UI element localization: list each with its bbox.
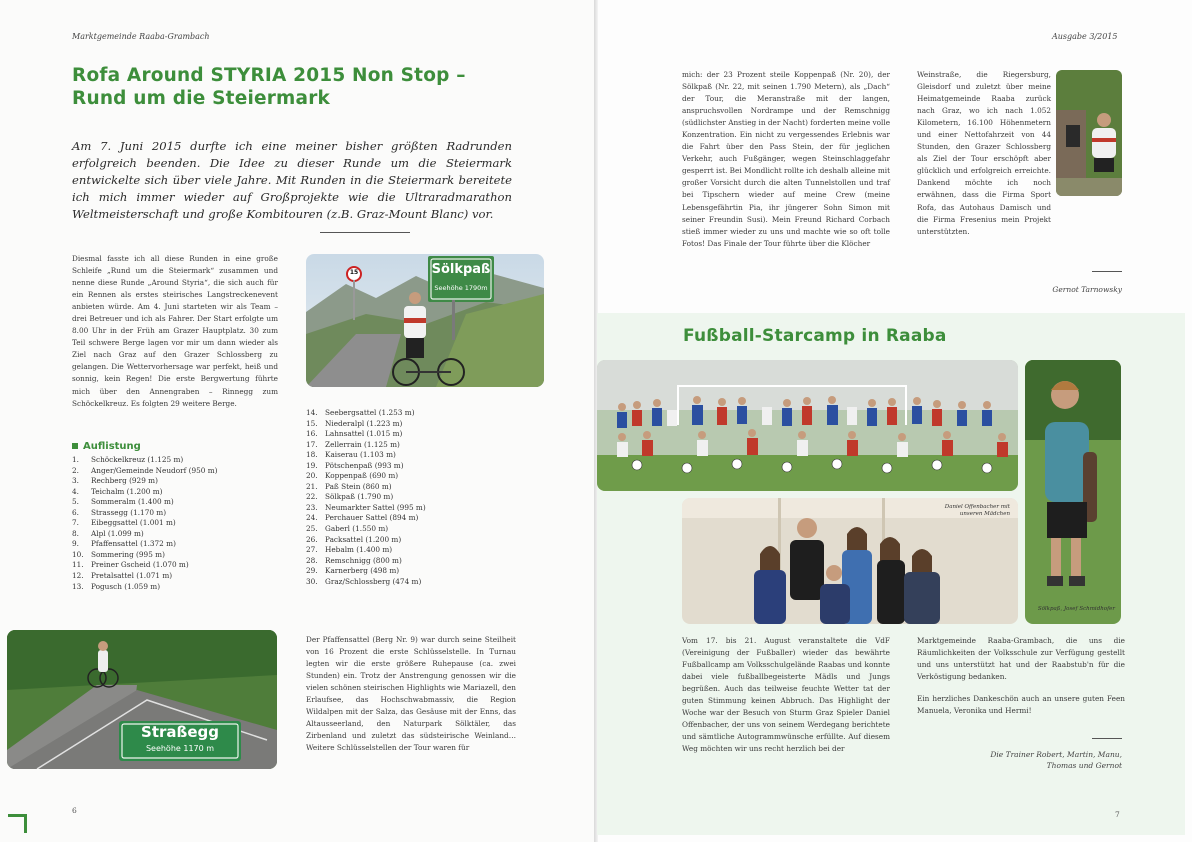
mountain-list-number: 19. (306, 460, 318, 470)
mountain-list-number: 27. (306, 545, 318, 555)
mountain-list-number: 8. (72, 528, 79, 538)
mountain-list-number: 7. (72, 518, 79, 528)
mountain-list-number: 30. (306, 576, 318, 586)
mountain-list-name: Gaberl (1.550 m) (325, 524, 389, 534)
mountain-list-item (306, 408, 426, 419)
mountain-list-number: 14. (306, 408, 318, 417)
mountain-list-item (72, 571, 217, 582)
mountain-list-name: Niederalpl (1.223 m) (325, 418, 403, 428)
mountain-list-number: 6. (72, 507, 79, 517)
mountain-list-number: 13. (72, 581, 84, 591)
mountain-list-name: Teichalm (1.200 m) (91, 486, 163, 496)
photo-football-group-graphic (597, 360, 1018, 491)
list-heading-square-icon (72, 443, 78, 449)
mountain-list-item (72, 529, 217, 540)
photo-cyclist-portrait-graphic (1056, 70, 1122, 196)
mountain-list-item (306, 419, 426, 430)
mountain-list-item (306, 440, 426, 451)
mountain-list-number: 9. (72, 539, 79, 549)
mountain-list-col-2 (306, 408, 426, 587)
article-title (72, 64, 542, 110)
photo-cyclist-portrait (1056, 70, 1122, 196)
mountain-list-name: Sommering (995 m) (91, 549, 165, 559)
article-continued-col-1: mich: der 23 Prozent steile Koppenpaß (Nr. 20), der Sölkpaß (Nr. 22, mit seinen 1.790 Metern), als „Dach“ der Tour, die Meranstraße mit der langen, anspruchsvollen Nordrampe und der Remschnigg (südlichster Anstieg in der Nacht) forderten meine volle Konzentration. Ein nicht zu vergessendes Erlebnis war die Fahrt über den Pass Stein, der für jeglichen Verkehr, auch Fußgänger, wegen Steinschlaggefahr gesperrt ist. Bei Mondlicht rollte ich deshalb alleine mit großer Vorsicht durch die alten Tunnelstollen und traf bei Tipschern wieder auf meine Crew (meine Lebensgefährtin Pia, ihr jüngerer Sohn Simon mit seiner Freundin Susi). Mein Freund Richard Corbach stieß immer wieder zu uns und machte wie so oft tolle Fotos! Das Finale der Tour führte über die Klöcher (682, 70, 891, 248)
intro-divider (320, 232, 410, 233)
section-title-football: Fußball-Starcamp in Raaba (683, 326, 947, 346)
mountain-list-name: Schöckelkreuz (1.125 m) (91, 455, 184, 464)
photo-caption-middle-line-2: unseren Mädchen (959, 511, 1010, 517)
mountain-list-item (306, 450, 426, 461)
mountain-list-name: Paß Stein (860 m) (325, 481, 392, 491)
mountain-list-item (306, 513, 426, 524)
mountain-list-name: Zellerrain (1.125 m) (325, 439, 400, 449)
photo-sign-soelkpass-title: Sölkpaß (431, 262, 491, 277)
mountain-list-col-1 (72, 455, 217, 592)
mountain-list-name: Pfaffensattel (1.372 m) (91, 539, 176, 549)
article-intro: Am 7. Juni 2015 durfte ich eine meiner bisher größten Radrunden erfolgreich beenden. Die Idee zu dieser Runde um die Steiermark entwickelte sich über viele Jahre. Mit Runden in die Steiermark bereitete ich mich immer wieder auf Großprojekte wie die Ultraradmarathon Weltmeisterschaft und große Kombitouren (z.B. Graz-Mount Blanc) vor. (72, 139, 512, 221)
football-article-col-2 (917, 635, 1125, 717)
mountain-list-name: Remschnigg (800 m) (325, 555, 402, 565)
mountain-list-name: Sölkpaß (1.790 m) (325, 492, 394, 502)
mountain-list-number: 21. (306, 481, 318, 491)
left-page-number: 6 (72, 806, 77, 815)
photo-boy (1025, 360, 1121, 624)
photo-caption-middle-line-1: Daniel Offenbacher mit (944, 504, 1010, 510)
article-title-line-2: Rund um die Steiermark (72, 88, 331, 109)
left-page-header: Marktgemeinde Raaba-Grambach (72, 32, 210, 41)
mountain-list-item (306, 482, 426, 493)
mountain-list-item (306, 492, 426, 503)
author-divider (1092, 271, 1122, 272)
article-body-col-2: Der Pfaffensattel (Berg Nr. 9) war durch seine Steilheit von 16 Prozent die erste Schlüsselstelle. In Turnau legten wir die erste größere Ruhepause (ca. zwei Stunden) ein. Trotz der Anstrengung genossen wir die vielen schönen steirischen Highlights wie Mariazell, den Erlaufsee, das Hochschwabmassiv, die Region Wildalpen mit der Salza, das Gesäuse mit der Enns, das Altausseerland, den Naturpark Sölktäler, das Zirbenland und zuletzt das südsteirische Weinland… Weitere Schlüsselstellen der Tour waren für (306, 635, 516, 753)
mountain-list-number: 23. (306, 502, 318, 512)
mountain-list-number: 24. (306, 513, 318, 523)
mountain-list-name: Neumarkter Sattel (995 m) (325, 502, 426, 512)
mountain-list-name: Koppenpaß (690 m) (325, 471, 399, 481)
mountain-list-number: 20. (306, 471, 318, 481)
mountain-list-number: 25. (306, 524, 318, 534)
mountain-list-item (306, 461, 426, 472)
mountain-list-number: 28. (306, 555, 318, 565)
photo-strassegg (7, 630, 277, 769)
photo-football-group (597, 360, 1018, 491)
mountain-list-item (72, 466, 217, 477)
football-signature-line-2: Thomas und Gernot (1046, 761, 1122, 770)
photo-caption-right: Sölkpaß, Josef Schmidhofer (1037, 606, 1115, 612)
mountain-list-name: Kaiserau (1.103 m) (325, 450, 396, 460)
photo-soelkpass (306, 254, 544, 387)
list-heading-text: Auflistung (83, 441, 141, 452)
mountain-list-item (72, 508, 217, 519)
mountain-list-item (306, 545, 426, 556)
photo-boy-graphic (1025, 360, 1121, 624)
mountain-list-number: 22. (306, 492, 318, 502)
mountain-list-name: Packsattel (1.200 m) (325, 534, 402, 544)
football-article-col-2-para-1: Marktgemeinde Raaba-Grambach, die uns die Räumlichkeiten der Volksschule zur Verfügung gestellt und uns unterstützt hat und der Raabstub'n für die Verköstigung bedanken. (917, 636, 1125, 682)
photo-sign-strassegg-sub: Seehöhe 1170 m (145, 744, 215, 753)
right-page-number: 7 (1115, 810, 1120, 819)
mountain-list-name: Sommeralm (1.400 m) (91, 497, 174, 507)
mountain-list-item (306, 471, 426, 482)
photo-player-with-girls (682, 498, 1018, 624)
mountain-list-name: Seebergsattel (1.253 m) (325, 408, 415, 417)
mountain-list-number: 11. (72, 560, 84, 570)
football-article-col-2-para-2: Ein herzliches Dankeschön auch an unsere guten Feen Manuela, Veronika und Hermi! (917, 694, 1125, 716)
mountain-list-number: 5. (72, 497, 79, 507)
corner-bracket-icon (8, 814, 27, 833)
mountain-list-number: 10. (72, 549, 84, 559)
mountain-list-name: Rechberg (929 m) (91, 476, 158, 486)
mountain-list-number: 29. (306, 566, 318, 576)
mountain-list-item (72, 582, 217, 593)
article-body-col-1: Diesmal fasste ich all diese Runden in eine große Schleife „Rund um die Steiermark“ zusammen und nenne diese Runde „Around Styria“, die sich auch für ein Rennen als erstes steirisches Langstreckenevent anbieten würde. Am 4. Juni starteten wir als Team – drei Betreuer und ich als Fahrer. Der Start erfolgte um 8.00 Uhr in der Früh am Grazer Hauptplatz. 30 zum Teil schwere Berge lagen vor mir um dann wieder als Ziel nach Graz auf den Grazer Schlossberg zu gelangen. Die Wettervorhersage war perfekt, heiß und sonnig, kein Regen! Die erste Bergwertung führte mich über den Annengraben – Rinnegg zum Schöckelkreuz. Es folgten 29 weitere Berge. (72, 254, 278, 408)
mountain-list-name: Pogusch (1.059 m) (91, 581, 161, 591)
article-continued-col-2-text: Weinstraße, die Riegersburg, Gleisdorf und zuletzt über meine Heimatgemeinde Raaba zurück nach Graz, wo ich nach 1.052 Kilometern, 16.100 Höhenmetern und einer Nettofahrzeit von 44 Stunden, den Grazer Schlossberg als Ziel der Tour erschöpft aber glücklich und erfolgreich erreichte. Dankend möchte ich noch erwähnen, dass die Firma Sport Rofa, das Autohaus Damisch und die Firma Fresenius mein Projekt unterstützten. (917, 70, 1051, 236)
photo-caption-middle (870, 504, 1010, 518)
mountain-list-name: Alpl (1.099 m) (91, 528, 144, 538)
mountain-list-name: Lahnsattel (1.015 m) (325, 429, 403, 439)
football-signature (930, 749, 1122, 771)
mountain-list-item (306, 524, 426, 535)
article-title-line-1: Rofa Around STYRIA 2015 Non Stop – (72, 65, 466, 86)
mountain-list-name: Pötschenpaß (993 m) (325, 460, 404, 470)
mountain-list-item (306, 503, 426, 514)
mountain-list-number: 12. (72, 571, 84, 581)
photo-sign-soelkpass-sub: Seehöhe 1790m (434, 284, 488, 292)
mountain-list-item (306, 535, 426, 546)
mountain-list-name: Anger/Gemeinde Neudorf (950 m) (91, 465, 218, 475)
mountain-list-item (306, 566, 426, 577)
mountain-list-number: 17. (306, 439, 318, 449)
mountain-list-item (306, 577, 426, 588)
mountain-list-name: Pretalsattel (1.071 m) (91, 571, 173, 581)
mountain-list-number: 4. (72, 486, 79, 496)
mountain-list-number: 1. (72, 455, 79, 464)
article-author: Gernot Tarnowsky (1052, 285, 1122, 294)
mountain-list-item (72, 539, 217, 550)
right-page-header: Ausgabe 3/2015 (1052, 32, 1118, 41)
mountain-list-item (72, 487, 217, 498)
article-continued-col-2a (917, 69, 1051, 238)
mountain-list-number: 26. (306, 534, 318, 544)
photo-sign-strassegg-title: Straßegg (141, 723, 219, 741)
mountain-list-name: Strassegg (1.170 m) (91, 507, 167, 517)
mountain-list-name: Hebalm (1.400 m) (325, 545, 393, 555)
mountain-list-item (72, 518, 217, 529)
list-heading (72, 441, 141, 452)
photo-speed-sign: 15 (349, 269, 359, 276)
mountain-list-number: 16. (306, 429, 318, 439)
mountain-list-name: Karnerberg (498 m) (325, 566, 400, 576)
photo-soelkpass-graphic (306, 254, 544, 387)
mountain-list-item (306, 429, 426, 440)
mountain-list-item (72, 560, 217, 571)
mountain-list-name: Perchauer Sattel (894 m) (325, 513, 419, 523)
mountain-list-item (72, 497, 217, 508)
football-signature-line-1: Die Trainer Robert, Martin, Manu, (990, 750, 1122, 759)
mountain-list-item (72, 476, 217, 487)
mountain-list-name: Eibeggsattel (1.001 m) (91, 518, 176, 528)
football-article-col-1: Vom 17. bis 21. August veranstaltete die VdF (Vereinigung der Fußballer) wieder das bewährte Fußballcamp am Volksschulgelände Raabas und konnte dabei viele fußballbegeisterte Mädls und Jungs begrüßen. Auch das teilweise feuchte Wetter tat der guten Stimmung keinen Abbruch. Das Highlight der Woche war der Besuch von Sturm Graz Spieler Daniel Offenbacher, der uns von seinem Werdegang berichtete und sämtliche Autogrammwünsche erfüllte. Auf diesem Weg möchten wir uns recht herzlich bei der (682, 636, 890, 754)
mountain-list-item (72, 455, 217, 466)
mountain-list-number: 15. (306, 418, 318, 428)
mountain-list-number: 2. (72, 465, 79, 475)
mountain-list-number: 3. (72, 476, 79, 486)
mountain-list-name: Preiner Gscheid (1.070 m) (91, 560, 189, 570)
mountain-list-item (306, 556, 426, 567)
mountain-list-name: Graz/Schlossberg (474 m) (325, 576, 422, 586)
mountain-list-item (72, 550, 217, 561)
mountain-list-number: 18. (306, 450, 318, 460)
football-signature-divider (1092, 738, 1122, 739)
